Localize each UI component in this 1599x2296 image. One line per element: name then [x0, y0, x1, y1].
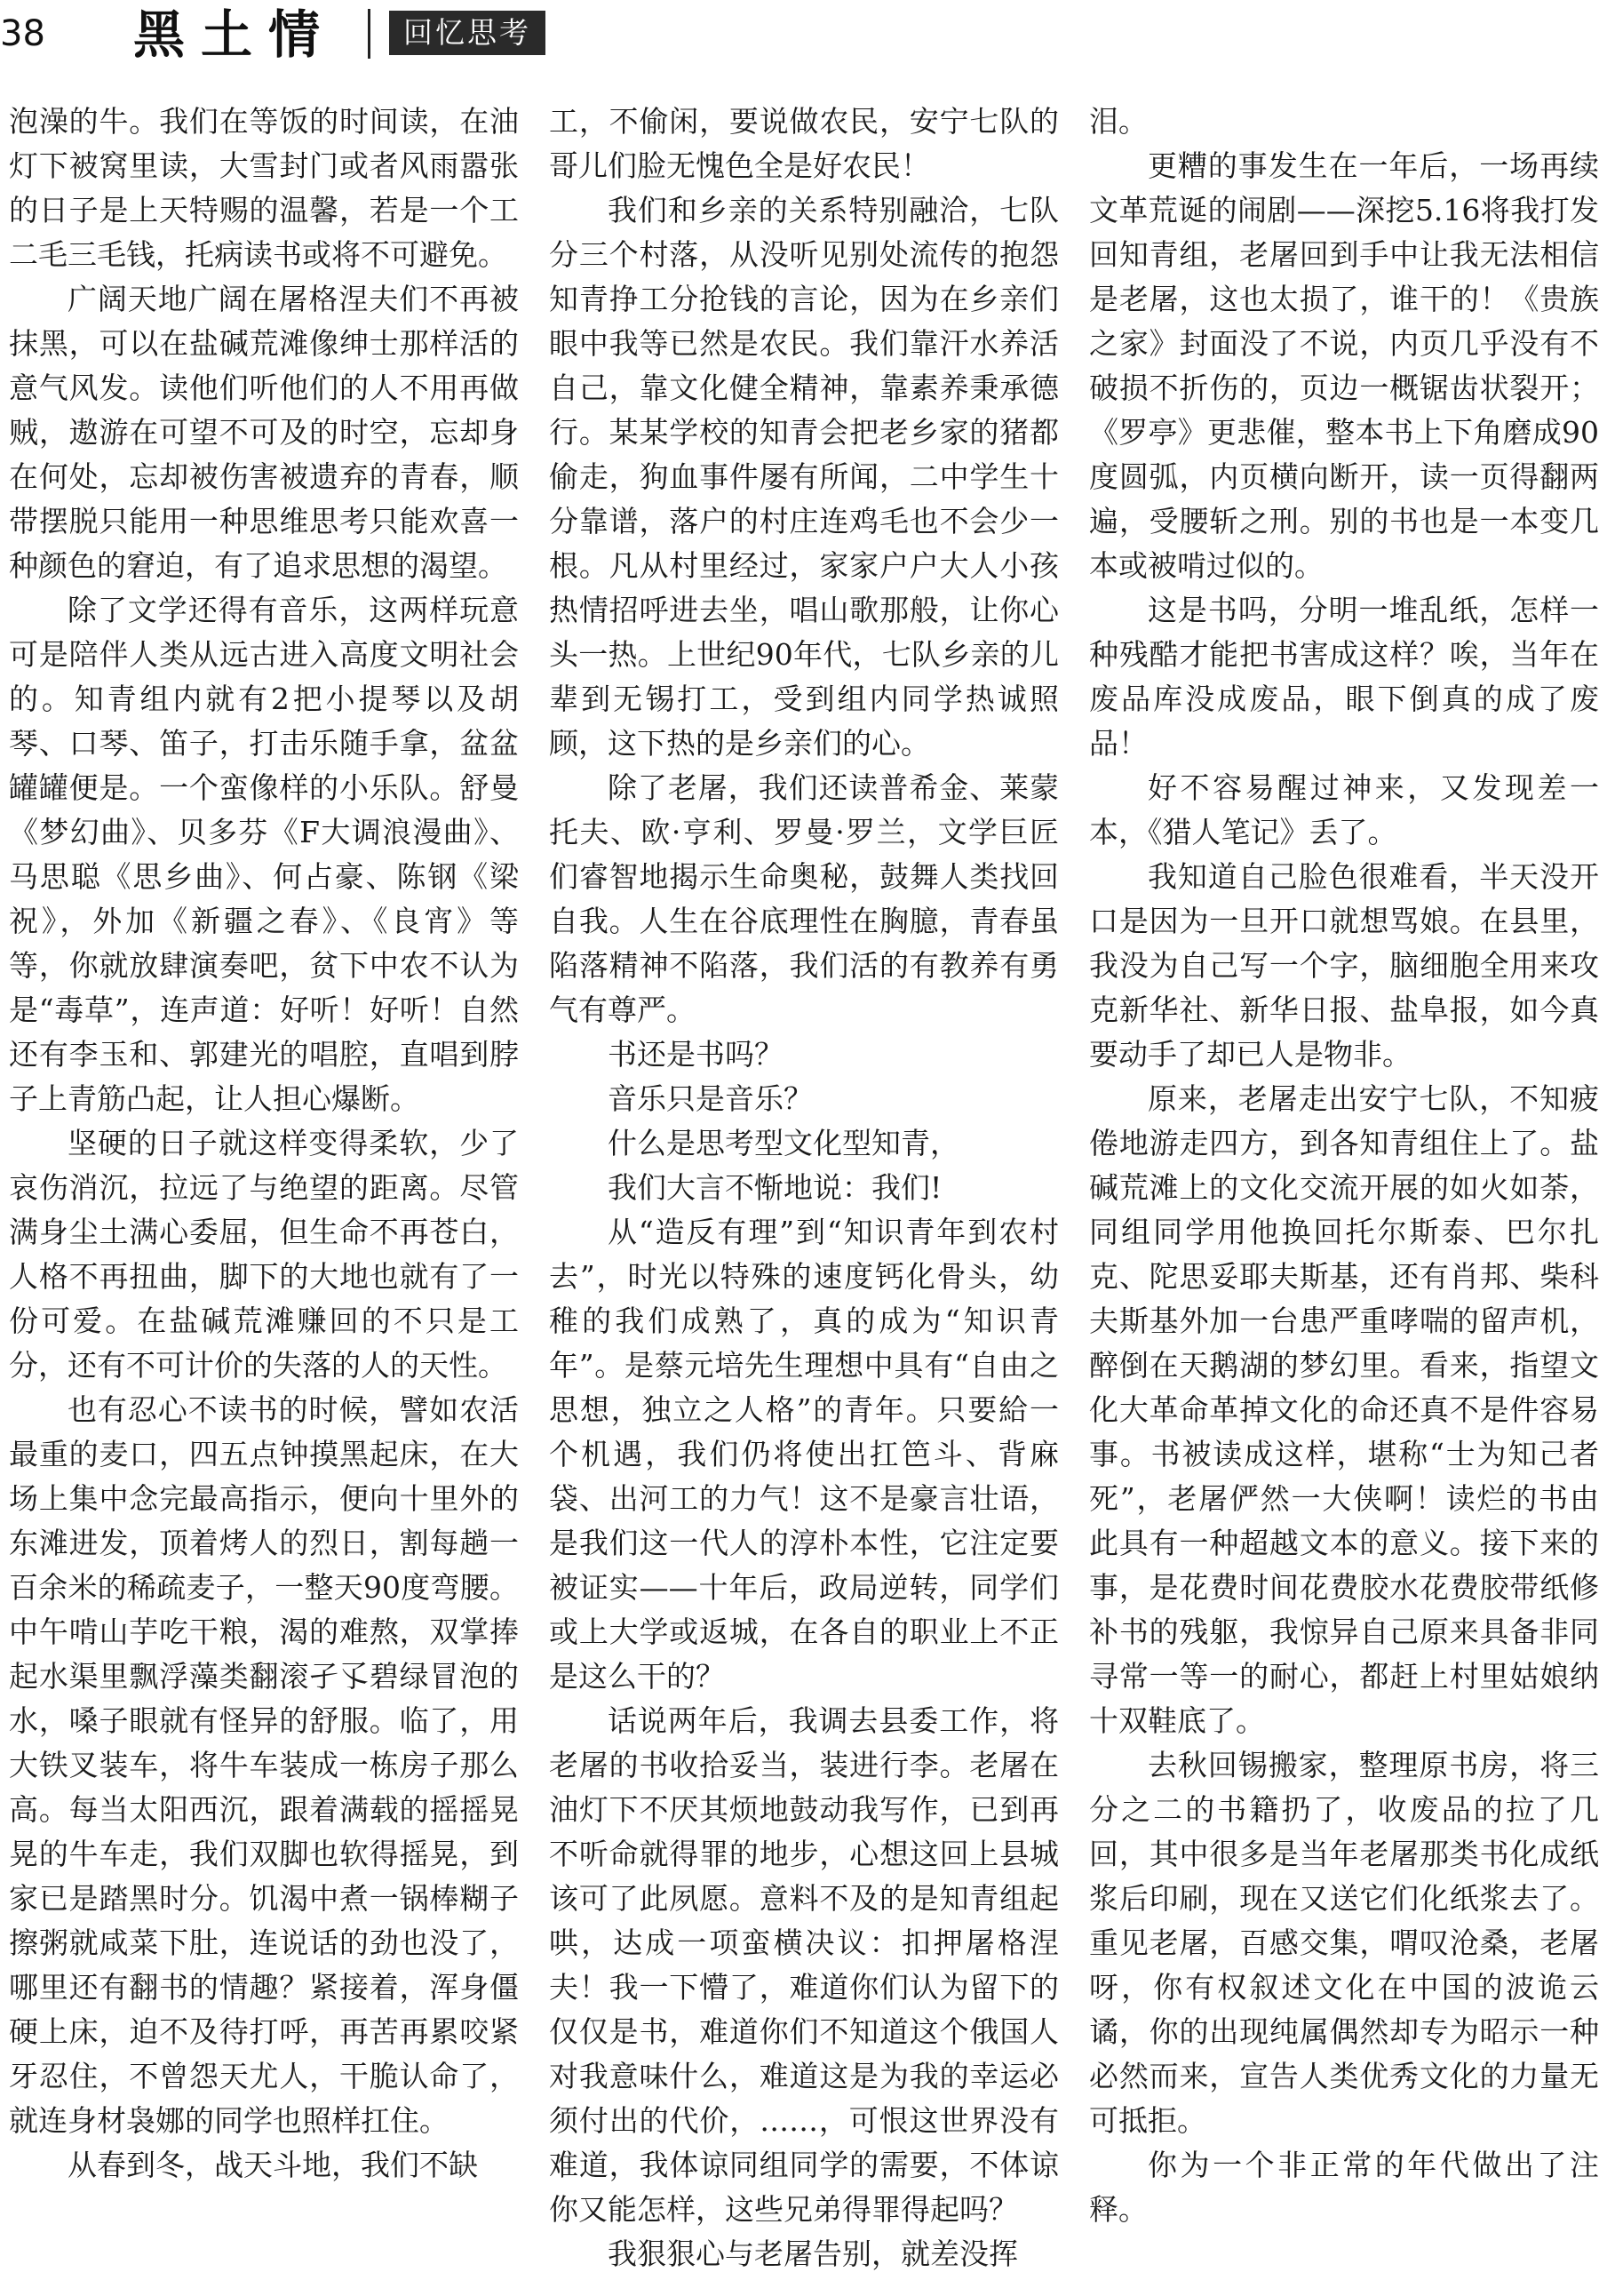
page-number: 38 [0, 13, 45, 54]
magazine-title: 黑土情 [133, 4, 337, 65]
paragraph: 从春到冬，战天斗地，我们不缺 [68, 2148, 478, 2182]
text-column-1 [9, 100, 519, 2296]
paragraph: 书还是书吗？ [608, 1037, 784, 1072]
paragraph: 话说两年后，我调去县委工作，将老屠的书收拾妥当，装进行李。老屠在油灯下不厌其烦地鼓动我写作，已到再不听命就得罪的地步，心想这回上县城该可了此夙愿。意料不及的是知青组起哄，达成一项蛮横决议：扣押屠格涅夫！我一下懵了，难道你们认为留下的仅仅是书，难道你们不知道这个俄国人对我意味什么，难道这是为我的幸运必须付出的代价，……，可恨这世界没有难道，我体谅同组同学的需要，不体谅你又能怎样，这些兄弟得罪得起吗？ [549, 1703, 1059, 2227]
header-divider [368, 9, 370, 59]
paragraph: 我们和乡亲的关系特别融洽，七队分三个村落，从没听见别处流传的抱怨知青挣工分抢钱的言论，因为在乡亲们眼中我等已然是农民。我们靠汗水养活自己，靠文化健全精神，靠素养秉承德行。某某学校的知青会把老乡家的猪都偷走，狗血事件屡有所闻，二中学生十分靠谱，落户的村庄连鸡毛也不会少一根。凡从村里经过，家家户户大人小孩热情招呼进去坐，唱山歌那般，让你心头一热。上世纪90年代，七队乡亲的儿辈到无锡打工，受到组内同学热诚照顾，这下热的是乡亲们的心。 [549, 193, 1059, 761]
paragraph: 泪。 [1089, 104, 1148, 139]
paragraph: 工，不偷闲，要说做农民，安宁七队的哥儿们脸无愧色全是好农民！ [549, 104, 1059, 183]
paragraph: 我知道自己脸色很难看，半天没开口是因为一旦开口就想骂娘。在县里，我没为自己写一个字，脑细胞全用来攻克新华社、新华日报、盐阜报，如今真要动手了却已人是物非。 [1089, 859, 1599, 1072]
paragraph: 坚硬的日子就这样变得柔软，少了哀伤消沉，拉远了与绝望的距离。尽管满身尘土满心委屈，但生命不再苍白，人格不再扭曲，脚下的大地也就有了一份可爱。在盐碱荒滩赚回的不只是工分，还有不可计价的失落的人的天性。 [9, 1126, 519, 1383]
paragraph: 广阔天地广阔在屠格涅夫们不再被抹黑，可以在盐碱荒滩像绅士那样活的意气风发。读他们听他们的人不用再做贼，遨游在可望不可及的时空，忘却身在何处，忘却被伤害被遗弃的青春，顺带摆脱只能用一种思维思考只能欢喜一种颜色的窘迫，有了追求思想的渴望。 [9, 282, 519, 583]
paragraph: 原来，老屠走出安宁七队，不知疲倦地游走四方，到各知青组住上了。盐碱荒滩上的文化交流开展的如火如荼，同组同学用他换回托尔斯泰、巴尔扎克、陀思妥耶夫斯基，还有肖邦、柴科夫斯基外加一台患严重哮喘的留声机，醉倒在天鹅湖的梦幻里。看来，指望文化大革命革掉文化的命还真不是件容易事。书被读成这样，堪称“士为知己者死”，老屠俨然一大侠啊！读烂的书由此具有一种超越文本的意义。接下来的事，是花费时间花费胶水花费胶带纸修补书的残躯，我惊异自己原来具备非同寻常一等一的耐心，都赶上村里姑娘纳十双鞋底了。 [1089, 1081, 1599, 1738]
paragraph: 除了文学还得有音乐，这两样玩意可是陪伴人类从远古进入高度文明社会的。知青组内就有2把小提琴以及胡琴、口琴、笛子，打击乐随手拿，盆盆罐罐便是。一个蛮像样的小乐队。舒曼《梦幻曲》、贝多芬《F大调浪漫曲》、马思聪《思乡曲》、何占豪、陈钢《梁祝》，外加《新疆之春》、《良宵》等等，你就放肆演奏吧，贫下中农不认为是“毒草”，连声道：好听！好听！自然还有李玉和、郭建光的唱腔，直唱到脖子上青筋凸起，让人担心爆断。 [9, 593, 519, 1116]
paragraph: 更糟的事发生在一年后，一场再续文革荒诞的闹剧——深挖5.16将我打发回知青组，老屠回到手中让我无法相信是老屠，这也太损了，谁干的！《贵族之家》封面没了不说，内页几乎没有不破损不折伤的，页边一概锯齿状裂开；《罗亭》更悲催，整本书上下角磨成90度圆弧，内页横向断开，读一页得翻两遍，受腰斩之刑。别的书也是一本变几本或被啃过似的。 [1089, 148, 1599, 583]
paragraph: 我狠狠心与老屠告别，就差没挥 [608, 2236, 1018, 2271]
paragraph: 从“造反有理”到“知识青年到农村去”，时光以特殊的速度钙化骨头，幼稚的我们成熟了，真的成为“知识青年”。是蔡元培先生理想中具有“自由之思想，独立之人格”的青年。只要給一个机遇，我们仍将使出扛笆斗、背麻袋、出河工的力气！这不是豪言壮语，是我们这一代人的淳朴本性，它注定要被证实——十年后，政局逆转，同学们或上大学或返城，在各自的职业上不正是这么干的？ [549, 1215, 1059, 1694]
article-body [0, 100, 1599, 2296]
section-tag: 回忆思考 [389, 11, 545, 55]
page-header [0, 0, 1599, 89]
paragraph: 去秋回锡搬家，整理原书房，将三分之二的书籍扔了，收废品的拉了几回，其中很多是当年老屠那类书化成纸浆后印刷，现在又送它们化纸浆去了。重见老屠，百感交集，喟叹沧桑，老屠呀，你有权叙述文化在中国的波诡云谲，你的出现纯属偶然却专为昭示一种必然而来，宣告人类优秀文化的力量无可抵拒。 [1089, 1748, 1599, 2138]
text-column-3 [1089, 100, 1599, 2296]
paragraph: 泡澡的牛。我们在等饭的时间读，在油灯下被窝里读，大雪封门或者风雨嚣张的日子是上天特赐的温馨，若是一个工二毛三毛钱，托病读书或将不可避免。 [9, 104, 519, 272]
paragraph: 除了老屠，我们还读普希金、莱蒙托夫、欧·亨利、罗曼·罗兰，文学巨匠们睿智地揭示生命奥秘，鼓舞人类找回自我。人生在谷底理性在胸臆，青春虽陷落精神不陷落，我们活的有教养有勇气有尊严。 [549, 770, 1059, 1027]
paragraph: 也有忍心不读书的时候，譬如农活最重的麦口，四五点钟摸黑起床，在大场上集中念完最高指示，便向十里外的东滩进发，顶着烤人的烈日，割每趟一百余米的稀疏麦子，一整天90度弯腰。中午啃山芋吃干粮，渴的难熬，双掌捧起水渠里飘浮藻类翻滚孑孓碧绿冒泡的水，嗓子眼就有怪异的舒服。临了，用大铁叉装车，将牛车装成一栋房子那么高。每当太阳西沉，跟着满载的摇摇晃晃的牛车走，我们双脚也软得摇晃，到家已是踏黑时分。饥渴中煮一锅棒糊子擦粥就咸菜下肚，连说话的劲也没了，哪里还有翻书的情趣？紧接着，浑身僵硬上床，迫不及待打呼，再苦再累咬紧牙忍住，不曾怨天尤人，干脆认命了，就连身材袅娜的同学也照样扛住。 [9, 1392, 519, 2138]
text-column-2 [549, 100, 1059, 2296]
paragraph: 这是书吗，分明一堆乱纸，怎样一种残酷才能把书害成这样？唉，当年在废品库没成废品，眼下倒真的成了废品！ [1089, 593, 1599, 761]
paragraph: 音乐只是音乐？ [608, 1081, 813, 1116]
paragraph: 我们大言不惭地说：我们! [608, 1170, 943, 1205]
paragraph: 什么是思考型文化型知青， [608, 1126, 959, 1160]
paragraph: 你为一个非正常的年代做出了注释。 [1089, 2148, 1599, 2227]
paragraph: 好不容易醒过神来，又发现差一本，《猎人笔记》丢了。 [1089, 770, 1599, 849]
